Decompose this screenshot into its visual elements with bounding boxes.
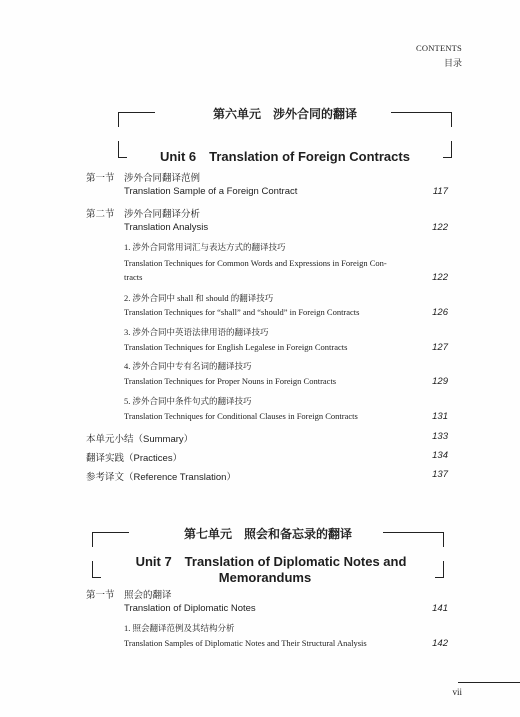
entry-title: 本单元小结（Summary） xyxy=(86,434,194,445)
page-number: 117 xyxy=(432,186,448,197)
page-number: 127 xyxy=(432,342,448,353)
entry-title: Translation Techniques for Common Words and Expressions in Foreign Con- xyxy=(124,258,387,268)
section-number: 第一节 xyxy=(86,173,115,184)
page-number: 122 xyxy=(432,222,448,233)
entry-title: 5. 涉外合同中条件句式的翻译技巧 xyxy=(124,396,252,406)
entry-title: Translation Samples of Diplomatic Notes and Their Structural Analysis xyxy=(124,638,367,648)
entry-title: Translation Sample of a Foreign Contract xyxy=(124,186,298,197)
page-number: 122 xyxy=(432,272,448,283)
entry-title: tracts xyxy=(124,272,143,282)
entry-title: Translation Techniques for “shall” and “should” in Foreign Contracts xyxy=(124,307,360,317)
entry-title: 参考译文（Reference Translation） xyxy=(86,472,236,483)
entry-title: Translation Techniques for Proper Nouns in Foreign Contracts xyxy=(124,376,337,386)
page-number: 142 xyxy=(432,638,448,649)
unit7-title-box xyxy=(92,527,444,585)
section-number: 第一节 xyxy=(86,590,115,601)
page-number: 141 xyxy=(432,603,448,614)
page-number: 131 xyxy=(432,411,448,422)
unit7-title-en: Unit 7 Translation of Diplomatic Notes and Memorandums xyxy=(92,551,444,585)
header-mulu: 目录 xyxy=(443,58,462,68)
footer-rule xyxy=(458,682,520,683)
entry-title: Translation of Diplomatic Notes xyxy=(124,603,256,614)
page-number: 137 xyxy=(432,469,448,480)
entry-title: 1. 照会翻译范例及其结构分析 xyxy=(124,623,235,633)
entry-title: 照会的翻译 xyxy=(124,590,172,601)
entry-title: 4. 涉外合同中专有名词的翻译技巧 xyxy=(124,361,252,371)
page-number-footer: vii xyxy=(452,687,462,697)
entry-title: 涉外合同翻译分析 xyxy=(124,209,201,220)
page-number: 126 xyxy=(432,307,448,318)
entry-title: 2. 涉外合同中 shall 和 should 的翻译技巧 xyxy=(124,293,274,303)
entry-title: 涉外合同翻译范例 xyxy=(124,173,201,184)
entry-title: Translation Techniques for Conditional Clauses in Foreign Contracts xyxy=(124,411,358,421)
unit6-title-box xyxy=(118,107,452,164)
section-number: 第二节 xyxy=(86,209,115,220)
page-number: 133 xyxy=(432,431,448,442)
unit6-title-cn: 第六单元 涉外合同的翻译 xyxy=(118,105,452,122)
entry-title: 翻译实践（Practices） xyxy=(86,453,183,464)
page-number: 134 xyxy=(432,450,448,461)
unit6-title-en: Unit 6 Translation of Foreign Contracts xyxy=(118,146,452,165)
entry-title: 1. 涉外合同常用词汇与表达方式的翻译技巧 xyxy=(124,242,286,252)
header-contents: CONTENTS xyxy=(416,43,462,53)
unit7-title-cn: 第七单元 照会和备忘录的翻译 xyxy=(92,525,444,542)
entry-title: Translation Analysis xyxy=(124,222,209,233)
page-number: 129 xyxy=(432,376,448,387)
entry-title: 3. 涉外合同中英语法律用语的翻译技巧 xyxy=(124,327,269,337)
entry-title: Translation Techniques for English Legalese in Foreign Contracts xyxy=(124,342,348,352)
